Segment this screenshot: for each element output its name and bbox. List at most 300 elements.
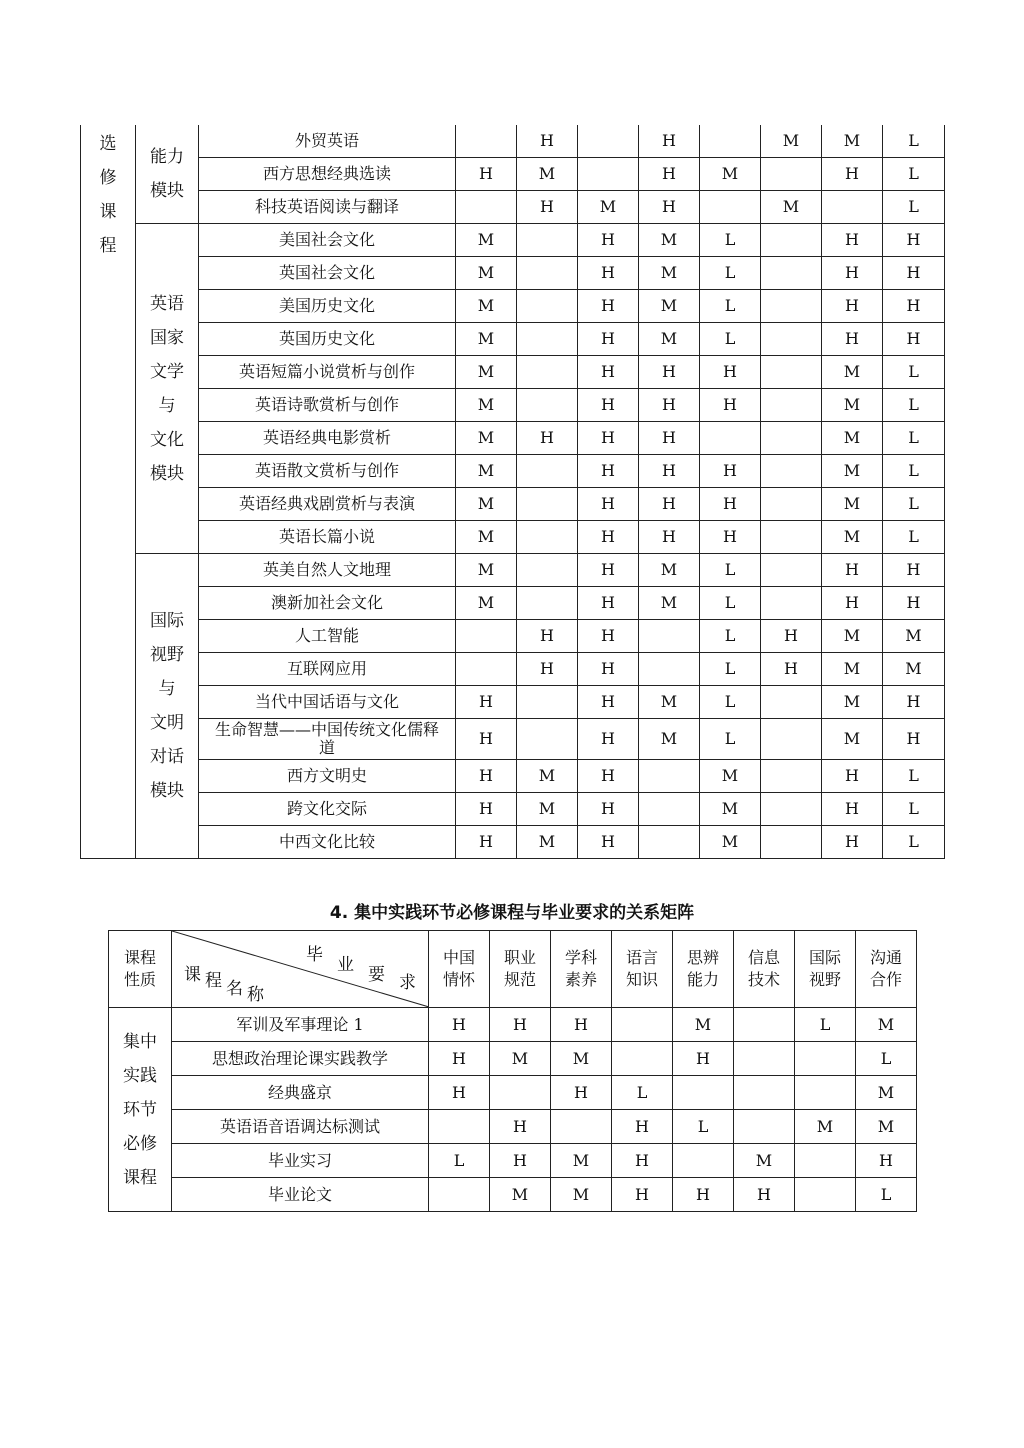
- mark-cell: M: [517, 760, 578, 793]
- mark-cell: [456, 191, 517, 224]
- mark-cell: H: [761, 620, 822, 653]
- label-char: 与: [158, 395, 176, 416]
- header-line: 信息: [747, 948, 780, 967]
- course-name: 英语诗歌赏析与创作: [199, 389, 456, 422]
- mark-cell: L: [883, 422, 945, 455]
- mark-cell: H: [578, 455, 639, 488]
- mark-cell: M: [551, 1144, 612, 1178]
- mark-cell: L: [700, 587, 761, 620]
- label-char: 英语: [150, 293, 184, 314]
- course-name: 美国社会文化: [199, 224, 456, 257]
- table-row: [81, 125, 945, 158]
- table-row: [81, 620, 945, 653]
- mark-cell: M: [700, 793, 761, 826]
- diag-top-label: [292, 945, 416, 993]
- mark-cell: H: [517, 653, 578, 686]
- label-char: 环节: [123, 1099, 157, 1120]
- mark-cell: H: [700, 389, 761, 422]
- mark-cell: H: [578, 488, 639, 521]
- course-name: 互联网应用: [199, 653, 456, 686]
- mark-cell: [761, 455, 822, 488]
- table-row: [81, 224, 945, 257]
- mark-cell: H: [822, 760, 883, 793]
- course-name: 当代中国话语与文化: [199, 686, 456, 719]
- mark-cell: [517, 686, 578, 719]
- mark-cell: H: [429, 1042, 490, 1076]
- header-line: 中国: [442, 948, 475, 967]
- mark-cell: [761, 587, 822, 620]
- table-row: [109, 1178, 917, 1212]
- header-line: 素养: [564, 970, 597, 989]
- header-line: 课程: [123, 948, 156, 967]
- mark-cell: H: [490, 1144, 551, 1178]
- header-line: 能力: [686, 970, 719, 989]
- mark-cell: M: [639, 587, 700, 620]
- mark-cell: L: [883, 356, 945, 389]
- mark-cell: M: [456, 389, 517, 422]
- table-row: [81, 793, 945, 826]
- table-row: [81, 257, 945, 290]
- mark-cell: L: [700, 554, 761, 587]
- mark-cell: H: [822, 826, 883, 859]
- diag-char: 要: [368, 965, 385, 985]
- mark-cell: [612, 1042, 673, 1076]
- mark-cell: H: [578, 760, 639, 793]
- label-char: 修: [99, 168, 117, 188]
- mark-cell: [490, 1076, 551, 1110]
- mark-cell: M: [551, 1178, 612, 1212]
- mark-cell: H: [639, 521, 700, 554]
- course-name: 美国历史文化: [199, 290, 456, 323]
- header-line: 职业: [503, 948, 536, 967]
- table-row: [109, 1008, 917, 1042]
- mark-cell: H: [639, 488, 700, 521]
- mark-cell: H: [456, 686, 517, 719]
- diag-char: 称: [247, 984, 264, 1005]
- course-name: 跨文化交际: [199, 793, 456, 826]
- mark-cell: [517, 257, 578, 290]
- requirement-header: [551, 931, 612, 1008]
- mark-cell: M: [456, 422, 517, 455]
- mark-cell: [761, 422, 822, 455]
- mark-cell: L: [883, 826, 945, 859]
- course-name: 英语散文赏析与创作: [199, 455, 456, 488]
- mark-cell: L: [673, 1110, 734, 1144]
- table-row: [81, 760, 945, 793]
- mark-cell: [761, 521, 822, 554]
- mark-cell: [700, 422, 761, 455]
- mark-cell: H: [578, 257, 639, 290]
- label-char: 课程: [123, 1167, 157, 1188]
- table-row: [81, 587, 945, 620]
- mark-cell: H: [456, 719, 517, 760]
- mark-cell: M: [456, 290, 517, 323]
- mark-cell: H: [883, 257, 945, 290]
- elective-course-matrix: [80, 125, 945, 859]
- mark-cell: M: [639, 290, 700, 323]
- course-name: 人工智能: [199, 620, 456, 653]
- mark-cell: M: [639, 257, 700, 290]
- mark-cell: [673, 1076, 734, 1110]
- mark-cell: M: [822, 356, 883, 389]
- table-row: [81, 521, 945, 554]
- mark-cell: M: [456, 356, 517, 389]
- course-name: 思想政治理论课实践教学: [172, 1042, 429, 1076]
- mark-cell: L: [429, 1144, 490, 1178]
- table-row: [81, 323, 945, 356]
- header-line: 性质: [123, 970, 156, 989]
- table-row: [81, 686, 945, 719]
- mark-cell: [734, 1042, 795, 1076]
- mark-cell: M: [761, 125, 822, 158]
- table-row: [81, 455, 945, 488]
- label-char: 必修: [123, 1133, 157, 1154]
- mark-cell: [795, 1178, 856, 1212]
- mark-cell: [795, 1076, 856, 1110]
- label-char: 模块: [150, 781, 184, 801]
- mark-cell: [517, 224, 578, 257]
- mark-cell: [612, 1008, 673, 1042]
- mark-cell: H: [822, 323, 883, 356]
- course-name: 毕业实习: [172, 1144, 429, 1178]
- mark-cell: H: [883, 554, 945, 587]
- header-line: 国际: [808, 948, 841, 967]
- header-line: 沟通: [869, 948, 902, 967]
- mark-cell: [517, 455, 578, 488]
- mark-cell: [761, 224, 822, 257]
- diag-char: 名: [226, 978, 243, 999]
- mark-cell: M: [822, 521, 883, 554]
- mark-cell: L: [700, 653, 761, 686]
- mark-cell: H: [639, 356, 700, 389]
- mark-cell: [761, 554, 822, 587]
- label-char: 视野: [150, 645, 184, 665]
- mark-cell: L: [700, 620, 761, 653]
- mark-cell: H: [578, 587, 639, 620]
- mark-cell: M: [639, 686, 700, 719]
- table-row: [109, 1042, 917, 1076]
- mark-cell: H: [456, 793, 517, 826]
- mark-cell: H: [578, 653, 639, 686]
- mark-cell: M: [551, 1042, 612, 1076]
- mark-cell: H: [700, 521, 761, 554]
- mark-cell: M: [456, 224, 517, 257]
- header-line: 视野: [808, 970, 841, 989]
- mark-cell: H: [883, 686, 945, 719]
- mark-cell: H: [578, 323, 639, 356]
- mark-cell: H: [517, 125, 578, 158]
- course-name: 英国社会文化: [199, 257, 456, 290]
- mark-cell: [673, 1144, 734, 1178]
- table-row: [81, 290, 945, 323]
- mark-cell: L: [883, 793, 945, 826]
- mark-cell: H: [639, 389, 700, 422]
- mark-cell: H: [578, 356, 639, 389]
- label-char: 模块: [150, 463, 184, 484]
- category-cell: [81, 125, 136, 859]
- mark-cell: M: [822, 455, 883, 488]
- mark-cell: H: [578, 620, 639, 653]
- mark-cell: [761, 686, 822, 719]
- course-nature-header: [109, 931, 172, 1008]
- mark-cell: H: [429, 1008, 490, 1042]
- course-name: 经典盛京: [172, 1076, 429, 1110]
- mark-cell: H: [490, 1110, 551, 1144]
- mark-cell: [761, 323, 822, 356]
- mark-cell: [551, 1110, 612, 1144]
- mark-cell: H: [578, 719, 639, 760]
- mark-cell: L: [883, 455, 945, 488]
- mark-cell: L: [883, 760, 945, 793]
- mark-cell: L: [883, 521, 945, 554]
- table-row: [109, 1144, 917, 1178]
- mark-cell: M: [822, 620, 883, 653]
- mark-cell: H: [429, 1076, 490, 1110]
- mark-cell: L: [883, 158, 945, 191]
- course-name: 英美自然人文地理: [199, 554, 456, 587]
- mark-cell: [761, 719, 822, 760]
- course-name: 毕业论文: [172, 1178, 429, 1212]
- mark-cell: [639, 760, 700, 793]
- course-name: 中西文化比较: [199, 826, 456, 859]
- mark-cell: L: [700, 719, 761, 760]
- diag-char: 业: [337, 955, 354, 975]
- mark-cell: M: [456, 488, 517, 521]
- module-cell: [136, 224, 199, 554]
- mark-cell: H: [639, 191, 700, 224]
- mark-cell: H: [578, 686, 639, 719]
- mark-cell: H: [639, 158, 700, 191]
- mark-cell: H: [700, 488, 761, 521]
- mark-cell: H: [639, 422, 700, 455]
- label-char: 国家: [150, 327, 184, 348]
- mark-cell: H: [673, 1042, 734, 1076]
- label-char: 与: [158, 679, 176, 699]
- table-row: [81, 389, 945, 422]
- mark-cell: H: [456, 158, 517, 191]
- header-line: 语言: [625, 948, 658, 967]
- mark-cell: M: [639, 719, 700, 760]
- mark-cell: H: [551, 1076, 612, 1110]
- label-char: 能力: [150, 147, 184, 167]
- mark-cell: H: [517, 620, 578, 653]
- mark-cell: H: [612, 1110, 673, 1144]
- mark-cell: [429, 1178, 490, 1212]
- mark-cell: L: [700, 257, 761, 290]
- mark-cell: M: [517, 158, 578, 191]
- mark-cell: [517, 719, 578, 760]
- mark-cell: H: [883, 290, 945, 323]
- category-cell: [109, 1008, 172, 1212]
- diagonal-header: [172, 931, 429, 1008]
- mark-cell: M: [856, 1110, 917, 1144]
- mark-cell: L: [612, 1076, 673, 1110]
- course-name: 英语短篇小说赏析与创作: [199, 356, 456, 389]
- mark-cell: [639, 793, 700, 826]
- mark-cell: H: [883, 587, 945, 620]
- mark-cell: H: [883, 323, 945, 356]
- header-row: [109, 931, 917, 1008]
- label-char: 集中: [123, 1031, 157, 1052]
- mark-cell: [761, 290, 822, 323]
- mark-cell: M: [700, 826, 761, 859]
- mark-cell: H: [612, 1144, 673, 1178]
- mark-cell: H: [578, 422, 639, 455]
- course-name: 军训及军事理论 1: [172, 1008, 429, 1042]
- mark-cell: H: [490, 1008, 551, 1042]
- practice-course-matrix-body: [109, 931, 917, 1212]
- requirement-header: [795, 931, 856, 1008]
- mark-cell: M: [761, 191, 822, 224]
- mark-cell: H: [551, 1008, 612, 1042]
- header-line: 合作: [869, 970, 902, 989]
- practice-matrix-title: 4. 集中实践环节必修课程与毕业要求的关系矩阵: [329, 903, 695, 923]
- mark-cell: H: [856, 1144, 917, 1178]
- mark-cell: H: [761, 653, 822, 686]
- mark-cell: H: [700, 455, 761, 488]
- mark-cell: M: [822, 686, 883, 719]
- mark-cell: H: [578, 554, 639, 587]
- mark-cell: M: [456, 587, 517, 620]
- mark-cell: L: [795, 1008, 856, 1042]
- header-line: 知识: [625, 970, 658, 989]
- mark-cell: [517, 389, 578, 422]
- course-name: 英语经典电影赏析: [199, 422, 456, 455]
- course-name: 英国历史文化: [199, 323, 456, 356]
- mark-cell: [734, 1008, 795, 1042]
- mark-cell: [517, 356, 578, 389]
- course-name: 澳新加社会文化: [199, 587, 456, 620]
- module-cell: [136, 125, 199, 224]
- mark-cell: H: [822, 587, 883, 620]
- mark-cell: [761, 826, 822, 859]
- mark-cell: M: [822, 653, 883, 686]
- label-char: 程: [99, 236, 117, 256]
- mark-cell: H: [578, 793, 639, 826]
- requirement-header: [490, 931, 551, 1008]
- mark-cell: H: [456, 760, 517, 793]
- mark-cell: M: [639, 224, 700, 257]
- mark-cell: H: [517, 422, 578, 455]
- mark-cell: H: [822, 290, 883, 323]
- mark-cell: H: [700, 356, 761, 389]
- mark-cell: M: [456, 455, 517, 488]
- mark-cell: L: [700, 323, 761, 356]
- mark-cell: H: [456, 826, 517, 859]
- module-cell: [136, 554, 199, 859]
- mark-cell: H: [822, 257, 883, 290]
- mark-cell: [734, 1110, 795, 1144]
- table-row: [109, 1076, 917, 1110]
- requirement-header: [612, 931, 673, 1008]
- label-char: 模块: [150, 181, 184, 201]
- mark-cell: H: [578, 290, 639, 323]
- mark-cell: [761, 257, 822, 290]
- mark-cell: M: [490, 1042, 551, 1076]
- mark-cell: L: [700, 224, 761, 257]
- mark-cell: H: [673, 1178, 734, 1212]
- mark-cell: M: [822, 389, 883, 422]
- mark-cell: L: [883, 488, 945, 521]
- course-name: 英语长篇小说: [199, 521, 456, 554]
- mark-cell: [456, 125, 517, 158]
- diag-char: 求: [399, 973, 416, 993]
- mark-cell: M: [639, 554, 700, 587]
- label-char: 文明: [150, 713, 184, 733]
- label-char: 文学: [150, 361, 184, 382]
- course-name: 科技英语阅读与翻译: [199, 191, 456, 224]
- mark-cell: H: [734, 1178, 795, 1212]
- requirement-header: [429, 931, 490, 1008]
- mark-cell: [761, 389, 822, 422]
- requirement-header: [673, 931, 734, 1008]
- mark-cell: L: [700, 290, 761, 323]
- table-row: [81, 719, 945, 760]
- mark-cell: [429, 1110, 490, 1144]
- mark-cell: L: [883, 125, 945, 158]
- mark-cell: M: [795, 1110, 856, 1144]
- course-name: 西方思想经典选读: [199, 158, 456, 191]
- mark-cell: H: [883, 224, 945, 257]
- mark-cell: M: [856, 1076, 917, 1110]
- header-line: 学科: [564, 948, 597, 967]
- table-row: [81, 158, 945, 191]
- mark-cell: L: [856, 1178, 917, 1212]
- mark-cell: [639, 620, 700, 653]
- mark-cell: L: [700, 686, 761, 719]
- mark-cell: [517, 323, 578, 356]
- mark-cell: [761, 488, 822, 521]
- table-row: [81, 554, 945, 587]
- mark-cell: [517, 554, 578, 587]
- mark-cell: L: [883, 191, 945, 224]
- mark-cell: M: [490, 1178, 551, 1212]
- mark-cell: L: [883, 389, 945, 422]
- mark-cell: [761, 356, 822, 389]
- course-name: 生命智慧——中国传统文化儒释道: [199, 719, 456, 760]
- mark-cell: L: [856, 1042, 917, 1076]
- mark-cell: H: [639, 125, 700, 158]
- mark-cell: [456, 653, 517, 686]
- mark-cell: M: [517, 793, 578, 826]
- header-line: 技术: [747, 970, 780, 989]
- mark-cell: [795, 1042, 856, 1076]
- mark-cell: [761, 793, 822, 826]
- mark-cell: [822, 191, 883, 224]
- mark-cell: M: [856, 1008, 917, 1042]
- mark-cell: M: [517, 826, 578, 859]
- mark-cell: M: [456, 521, 517, 554]
- label-char: 课: [99, 202, 117, 222]
- mark-cell: M: [883, 653, 945, 686]
- elective-course-matrix-body: [81, 125, 945, 859]
- mark-cell: [578, 158, 639, 191]
- table-row: [81, 488, 945, 521]
- table-row: [109, 1110, 917, 1144]
- mark-cell: M: [822, 719, 883, 760]
- table-row: [81, 191, 945, 224]
- mark-cell: M: [734, 1144, 795, 1178]
- mark-cell: H: [578, 826, 639, 859]
- mark-cell: [700, 125, 761, 158]
- header-line: 思辨: [686, 948, 719, 967]
- table-row: [81, 422, 945, 455]
- mark-cell: M: [456, 323, 517, 356]
- mark-cell: M: [456, 554, 517, 587]
- mark-cell: H: [578, 521, 639, 554]
- label-char: 实践: [123, 1065, 157, 1086]
- mark-cell: M: [822, 125, 883, 158]
